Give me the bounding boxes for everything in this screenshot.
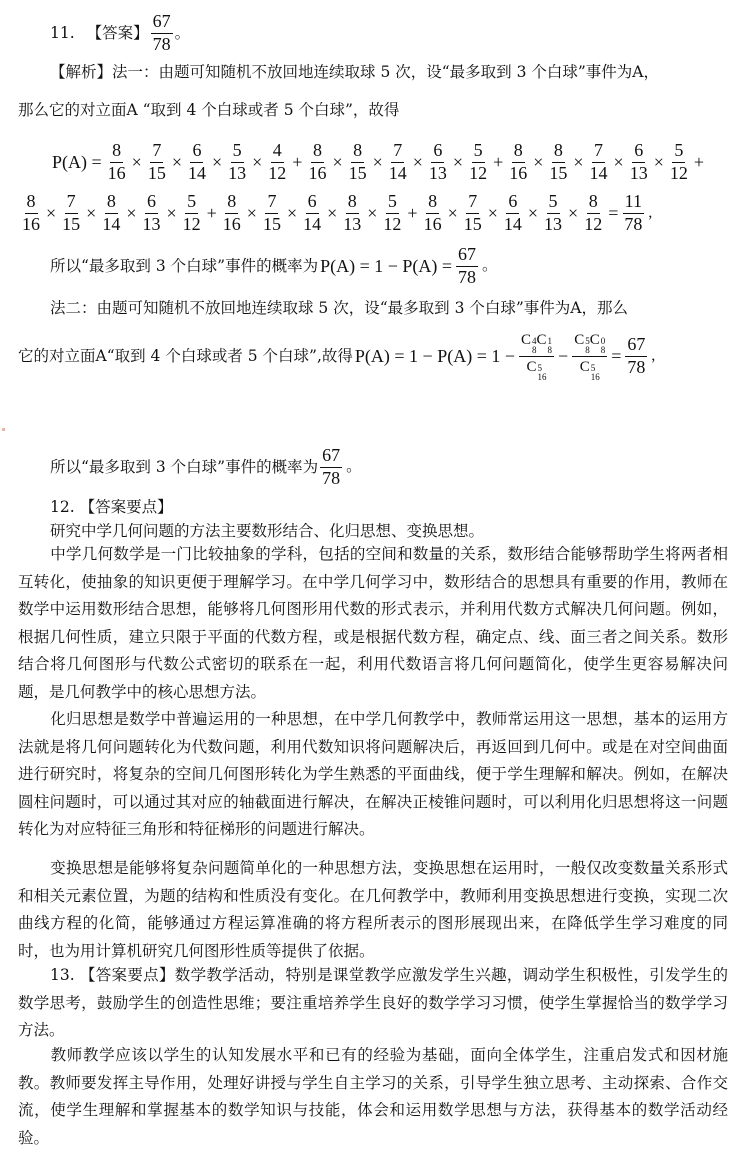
- row1-g0-f4-den: 12: [268, 162, 287, 183]
- row1-g1-f1-den: 15: [348, 162, 367, 183]
- c1n-combination-1: C 1 8: [536, 331, 553, 355]
- row2-g2-f4-num: 8: [587, 192, 600, 214]
- row2-g0-f4-num: 5: [185, 192, 198, 214]
- math-operator: ×: [211, 152, 223, 172]
- row2-g2-f3: [542, 192, 564, 235]
- row1-g2-f3: [628, 141, 650, 184]
- row1-g0-f3-num: 5: [231, 141, 244, 163]
- q11-row1-terms: [104, 141, 706, 184]
- q12-para-2: [18, 541, 728, 707]
- q12-para-2-text: 中学几何数学是一门比较抽象的学科，包括的空间和数量的关系，数形结合能够帮助学生将两者相互转化，使抽象的知识更便于理解学习。在中学几何学习中，数形结合的思想具有重要的作用，教师在数学中运用数形结合思想，能够将几何图形用代数的形式表示，并利用代数方式解决几何问题。例如，根据几何性质，建立只限于平面的代数方程，或是根据代数方程，确定点、线、面三者之间关系。数形结合将几何图形与代数公式密切的联系在一起，利用代数语言将几何问题简化，使学生更容易解决问题，是几何教学中的核心思想方法。: [18, 545, 728, 701]
- row2-g2-f3-num: 5: [547, 192, 560, 214]
- q11-formula-row1: [50, 138, 730, 186]
- row1-g1-f2-num: 7: [391, 141, 404, 163]
- math-operator: +: [292, 152, 303, 172]
- row2-g1-f0-den: 16: [222, 213, 241, 234]
- row2-g2-f4-den: 12: [584, 213, 603, 234]
- math-operator: ×: [533, 152, 544, 172]
- q11-method2-result-den: 78: [627, 356, 646, 377]
- q11-comb-fraction-2: [572, 331, 607, 382]
- q11-method2-result: [625, 335, 647, 378]
- row2-g0-f3: [140, 192, 162, 235]
- q13-para-1-text: 13. 【答案要点】数学教学活动，特别是课堂教学应激发学生兴趣，调动学生积极性，引发学生的数学思考，鼓励学生的创造性思维；要注重培养学生良好的数学学习习惯，使学生掌握恰当的数学学习方法。: [18, 966, 728, 1040]
- q11-answer-label: 【答案】: [86, 24, 149, 43]
- math-operator: ×: [372, 152, 383, 172]
- q11-row2-result-num: 11: [623, 192, 644, 214]
- row1-g1-f0: [306, 141, 328, 184]
- row2-g2-f3-den: 13: [544, 213, 563, 234]
- math-operator: ×: [452, 152, 464, 172]
- q11-method2-line1: [50, 297, 740, 319]
- row2-g1-f1-num: 7: [265, 192, 278, 214]
- row1-g2-f2: [588, 141, 610, 184]
- math-operator: ×: [568, 203, 579, 223]
- row2-g2-f1-num: 7: [466, 192, 479, 214]
- row1-g2-f0-den: 16: [509, 162, 528, 183]
- math-operator: ×: [126, 203, 137, 223]
- row1-g1-f2-den: 14: [388, 162, 407, 183]
- row2-g0-f2-den: 14: [102, 213, 121, 234]
- row1-g2-f2-num: 7: [592, 141, 605, 163]
- q12-para-4-text: 变换思想是能够将复杂问题简单化的一种思想方法，变换思想在运用时，一般仅改变数量关系形式和相关元素位置，为题的结构和性质没有变化。在几何教学中，教师利用变换思想进行变换，实现二次曲线方程的化简，能够通过方程运算准确的将方程所表示的图形展现出来，在降低学生学习难度的同时，也为用计算机研究几何图形性质等提供了依据。: [18, 859, 728, 960]
- c1n-combination-0: C 4 8: [521, 331, 537, 355]
- math-operator: ×: [286, 203, 298, 223]
- q11-comb2-num: [572, 331, 607, 357]
- q11-conclusion2-den: 78: [322, 467, 341, 488]
- row2-g0-f3-den: 13: [142, 213, 161, 234]
- math-operator: ×: [86, 203, 97, 223]
- q11-header-end: 。: [174, 24, 191, 43]
- row1-g0-f2-den: 14: [187, 162, 206, 183]
- row1-g1-f4-num: 5: [472, 141, 485, 163]
- row1-g2-f3-den: 13: [629, 162, 648, 183]
- q13-para-1: [18, 962, 728, 1045]
- row2-g0-f4-den: 12: [182, 213, 201, 234]
- row2-g2-f0-den: 16: [423, 213, 442, 234]
- q11-comb1-den: [525, 357, 549, 382]
- math-operator: ×: [412, 152, 423, 172]
- row2-g1-f4-num: 5: [386, 192, 399, 214]
- row2-g1-f0-num: 8: [225, 192, 238, 214]
- row2-g1-f1: [261, 192, 283, 235]
- q11-comb-fraction-1: [519, 331, 554, 382]
- q11-conclusion1-den: 78: [458, 266, 477, 287]
- row1-g1-f3: [427, 141, 449, 184]
- q11-method2-text: 法二：由题可知随机不放回地连续取球 5 次，设“最多取到 3 个白球”事件为A，那么: [50, 299, 628, 317]
- row1-g2-f0: [507, 141, 529, 184]
- q11-conclusion1-text: 所以“最多取到 3 个白球”事件的概率为: [50, 257, 319, 275]
- math-operator: ×: [252, 152, 263, 172]
- row2-g2-f2-den: 14: [503, 213, 522, 234]
- q12-para-3: [18, 706, 728, 844]
- row1-g1-f0-den: 16: [308, 162, 327, 183]
- q11-row2-result: [622, 192, 644, 235]
- q11-header: [50, 12, 730, 55]
- q11-conclusion1-fraction: [456, 245, 478, 288]
- row1-g0-f2: [186, 141, 208, 184]
- q13-para-2: [18, 1042, 728, 1152]
- row1-g1-f2: [387, 141, 409, 184]
- math-operator: ×: [573, 152, 584, 172]
- row1-g2-f0-num: 8: [512, 141, 525, 163]
- row2-g2-f2: [502, 192, 524, 235]
- row1-g0-f3: [226, 141, 248, 184]
- row1-g1-f1-num: 8: [351, 141, 364, 163]
- q11-answer-den: 78: [152, 33, 171, 54]
- q11-opposite-text: 那么它的对立面A “取到 4 个白球或者 5 个白球”，故得: [18, 101, 400, 119]
- q11-number: 11.: [50, 24, 75, 43]
- row2-g0-f1-num: 7: [65, 192, 78, 214]
- math-operator: ×: [46, 203, 57, 223]
- math-operator: ×: [527, 203, 539, 223]
- row1-g0-f1: [146, 141, 168, 184]
- row2-g1-f2: [301, 192, 323, 235]
- q11-conclusion1: 所以“最多取到 3 个白球”事件的概率为 P(A) = 1 − P(A) = $\frac{67}{78}$ 。: [50, 243, 498, 287]
- row2-g1-f3-den: 13: [343, 213, 362, 234]
- row1-g1-f0-num: 8: [311, 141, 324, 163]
- math-operator: ×: [487, 203, 498, 223]
- row2-g1-f1-den: 15: [262, 213, 281, 234]
- row1-g0-f3-den: 13: [228, 162, 247, 183]
- row1-g2-f4-num: 5: [672, 141, 685, 163]
- q11-formula-row2: $\frac{8}{16}$ × $\frac{7}{15}$ × $\frac{8}{14}$ × $\frac{6}{13}$ × $\frac{5}{12}$ + $\frac{8}{16}$ × $\frac{7}{15}$ × $\frac{6}{14}$ × $\frac{8}{13}$ × $\frac{5}{12}$ + $\frac{8}{16}$ × $\frac{7}{15}$ × $\frac{6}{14}$ × $\frac{5}{13}$ × $\frac{8}{12}$ = $\frac{11}{78}$ ,: [18, 189, 733, 237]
- q11-method2-line2: 它的对立面A“取到 4 个白球或者 5 个白球”,故得 P(A) = 1 − P(A) = 1 − C 4 8 C 1 8 C 5 16 − C 5 8 C 0 8 C 5 16 = $\frac{67}{78}$ ,: [18, 331, 656, 382]
- math-operator: ×: [246, 203, 257, 223]
- q12-para-4: [18, 855, 728, 965]
- row2-g1-f3-num: 8: [346, 192, 359, 214]
- q11-conclusion2-num: 67: [320, 446, 342, 468]
- row2-g0-f0-num: 8: [25, 192, 38, 214]
- math-operator: ×: [447, 203, 458, 223]
- row2-g0-f3-num: 6: [145, 192, 158, 214]
- row2-g2-f4: [582, 192, 604, 235]
- math-operator: ×: [613, 152, 624, 172]
- row2-g0-f2: [100, 192, 122, 235]
- q11-conclusion2-text: 所以“最多取到 3 个白球”事件的概率为: [50, 458, 319, 476]
- row1-g1-f4: [467, 141, 489, 184]
- row2-g2-f1-den: 15: [463, 213, 482, 234]
- row2-g1-f3: [341, 192, 363, 235]
- row2-g0-f0-den: 16: [22, 213, 40, 234]
- row1-g0-f0-num: 8: [110, 141, 123, 163]
- math-operator: +: [493, 152, 504, 172]
- q11-method2-formula: P(A) = 1 − P(A) = 1 −: [354, 346, 516, 366]
- row1-g0-f2-num: 6: [190, 141, 203, 163]
- q11-conclusion2-fraction: [320, 446, 342, 489]
- row2-g1-f2-den: 14: [303, 213, 322, 234]
- q12-para-1: 研究中学几何问题的方法主要数形结合、化归思想、变换思想。: [50, 522, 485, 540]
- row2-g1-f4: [381, 192, 403, 235]
- c1d-combination-0: C 5 16: [526, 358, 547, 382]
- math-operator: ×: [653, 152, 664, 172]
- q11-analysis-label: 【解析】: [50, 63, 113, 81]
- math-operator: ×: [327, 203, 338, 223]
- row1-g0-f0: [106, 141, 128, 184]
- q11-conclusion1-num: 67: [456, 245, 478, 267]
- q11-answer-num: 67: [151, 12, 173, 34]
- math-operator: +: [407, 203, 418, 223]
- q11-comb2-den: [578, 357, 602, 382]
- row1-g2-f3-num: 6: [632, 141, 645, 163]
- row1-g2-f4-den: 12: [669, 162, 688, 183]
- c2n-combination-0: C 5 8: [574, 331, 590, 355]
- row1-g1-f1: [347, 141, 369, 184]
- math-operator: ×: [332, 152, 343, 172]
- q11-method1-text: 法一：由题可知随机不放回地连续取球 5 次，设“最多取到 3 个白球”事件为A，: [112, 63, 659, 81]
- row1-g1-f3-den: 13: [428, 162, 447, 183]
- scan-artifact-dot: [2, 428, 5, 431]
- row1-g2-f1-num: 8: [552, 141, 565, 163]
- q11-analysis-line: [50, 61, 740, 83]
- row2-g2-f2-num: 6: [506, 192, 519, 214]
- row1-g2-f2-den: 14: [589, 162, 608, 183]
- row1-g0-f1-num: 7: [150, 141, 163, 163]
- row2-g1-f0: [221, 192, 243, 235]
- math-operator: ×: [171, 152, 182, 172]
- q11-method2-result-num: 67: [625, 335, 647, 357]
- q11-comb1-num: [519, 331, 554, 357]
- row1-g1-f4-den: 12: [469, 162, 488, 183]
- row1-g0-f0-den: 16: [107, 162, 126, 183]
- math-operator: ×: [166, 203, 177, 223]
- c2d-combination-0: C 5 16: [579, 358, 600, 382]
- q12-header: 12. 【答案要点】: [50, 498, 173, 516]
- row1-g2-f1-den: 15: [549, 162, 568, 183]
- c2n-combination-1: C 0 8: [589, 331, 606, 355]
- row2-g2-f0: [422, 192, 444, 235]
- q11-answer-fraction: [151, 12, 173, 55]
- q11-conclusion2: 所以“最多取到 3 个白球”事件的概率为 $\frac{67}{78}$ 。: [50, 444, 362, 488]
- q11-method2-opposite: 它的对立面A“取到 4 个白球或者 5 个白球”,故得: [18, 347, 353, 365]
- row2-g2-f0-num: 8: [426, 192, 439, 214]
- row1-g0-f4-num: 4: [271, 141, 284, 163]
- math-operator: ×: [367, 203, 378, 223]
- row2-g0-f1: [60, 192, 82, 235]
- row1-g0-f1-den: 15: [147, 162, 166, 183]
- row2-g2-f1: [462, 192, 484, 235]
- q11-opposite-line: [18, 99, 708, 121]
- row1-g2-f1: [547, 141, 569, 184]
- math-operator: ×: [131, 152, 142, 172]
- q13-para-2-text: 教师教学应该以学生的认知发展水平和已有的经验为基础，面向全体学生，注重启发式和因材施教。教师要发挥主导作用，处理好讲授与学生自主学习的关系，引导学生独立思考、主动探索、合作交流，使学生理解和掌握基本的数学知识与技能，体会和运用数学思想与方法，获得基本的数学活动经验。: [18, 1046, 728, 1147]
- row2-g1-f2-num: 6: [306, 192, 319, 214]
- row2-g1-f4-den: 12: [383, 213, 402, 234]
- q12-para-3-text: 化归思想是数学中普遍运用的一种思想，在中学几何教学中，教师常运用这一思想，基本的运用方法就是将几何问题转化为代数问题，利用代数知识将问题解决后，再返回到几何中。或是在对空间曲面进行研究时，将复杂的空间几何图形转化为学生熟悉的平面曲线，便于学生理解和解决。例如，在解决圆柱问题时，可以通过其对应的轴截面进行解决，在解决正棱锥问题时，可以利用化归思想将这一问题转化为对应特征三角形和特征梯形的问题进行解决。: [18, 710, 728, 839]
- row2-g0-f2-num: 8: [105, 192, 118, 214]
- row2-g0-f0: [20, 192, 42, 235]
- q11-conclusion1-formula: P(A) = 1 − P(A) =: [320, 256, 453, 276]
- row2-g0-f1-den: 15: [62, 213, 81, 234]
- row2-g0-f4: [181, 192, 203, 235]
- q11-row2-terms: [18, 192, 606, 235]
- row1-g2-f4: [668, 141, 690, 184]
- q11-p-abar: P(A) =: [52, 152, 102, 172]
- math-operator: +: [206, 203, 217, 223]
- row1-g1-f3-num: 6: [431, 141, 444, 163]
- row1-g0-f4: [266, 141, 288, 184]
- math-operator: +: [693, 152, 704, 172]
- q11-row2-result-den: 78: [624, 213, 643, 234]
